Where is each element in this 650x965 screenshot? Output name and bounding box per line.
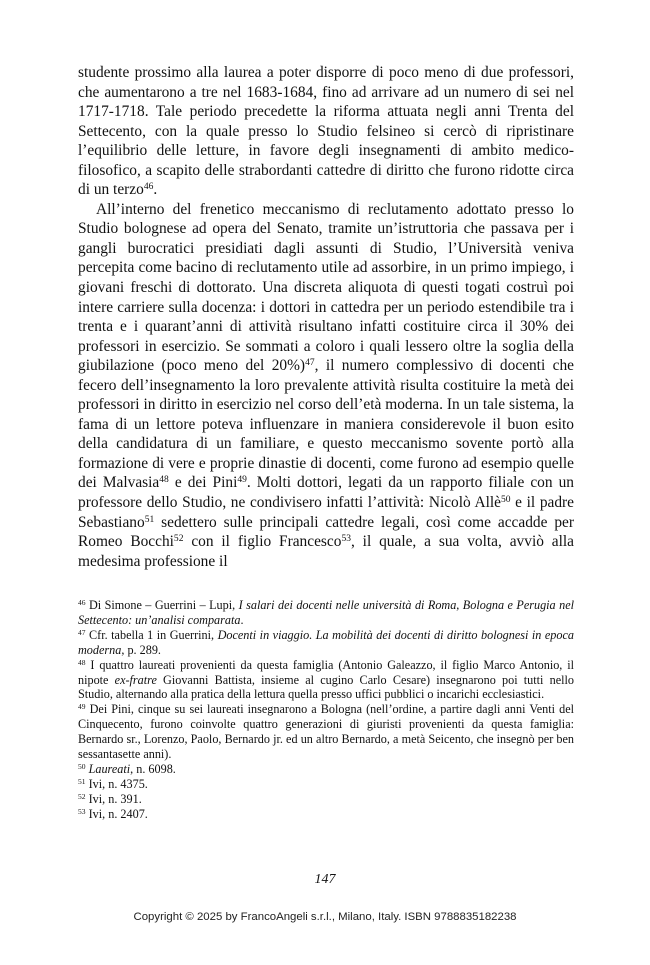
footnote-text: Di Simone – Guerrini – Lupi, (85, 598, 239, 612)
text-run: All’interno del frenetico meccanismo di reclutamento adottato presso lo Studio bolognese ad opera del Senato, tramite un’istruttoria che passava per i gangli burocratici presidiati dagli assunti di Studio, l’Università veniva percepita come bacino di reclutamento utile ad assorbire, in un primo impiego, i giovani freschi di dottorato. Una discreta aliquota di questi togati costruì poi intere carriere sulla docenza: i dottori in cattedra per un periodo estendibile tra i trenta e i quarant’anni di attività risultano infatti costituire circa il 30% dei professori in esercizio. Se sommati a coloro i quali lessero oltre la soglia della giubilazione (poco meno del 20%) (78, 200, 574, 375)
footnote-49 (78, 702, 574, 762)
text-run: sedettero sulle principali cattedre legali, così come accadde per Romeo Bocchi (78, 513, 574, 551)
text-run: . Molti dottori, legati da un rapporto filiale con un professore dello Studio, ne condivisero infatti l’attività: Nicolò Allè (78, 474, 574, 512)
text-run: con il figlio Francesco (183, 533, 342, 551)
footnote-ref[interactable]: 51 (144, 513, 155, 525)
footnote-title: Laureati (88, 761, 131, 776)
footnote-text: Ivi, n. 391. (85, 791, 142, 806)
footnote-number: 51 (78, 776, 86, 786)
text-run: studente prossimo alla laurea a poter disporre di poco meno di due professori, che aumentarono a tre nel 1683-1684, fino ad arrivare ad un numero di sei nel 1717-1718. Tale periodo precedette la riforma attuata negli anni Trenta del Settecento, con la quale presso lo Studio felsineo si cercò di ripristinare l’equilibrio delle letture, in favore degli insegnamenti di ambito medico-filosofico, a scapito delle strabordanti cattedre di diritto che furono ridotte circa di un terzo (78, 64, 574, 199)
footnote-number: 53 (78, 806, 86, 816)
footnote-ref[interactable]: 52 (173, 532, 184, 544)
footnote-48 (78, 658, 574, 703)
footnote-ref[interactable]: 49 (237, 474, 247, 486)
footnote-number: 47 (78, 627, 86, 637)
footnote-text: , n. 6098. (130, 761, 176, 776)
footnote-text: Dei Pini, cinque su sei laureati insegnarono a Bologna (nell’ordine, a partire dagli anni Venti del Cinquecento, furono coinvolte quattro generazioni di giuristi provenienti da questa famiglia: Bernardo sr., Lorenzo, Paolo, Bernardo jr. ed un altro Bernardo, a metà Seicento, che insegnò per ben sessantasette anni). (78, 702, 574, 762)
footnote-ref[interactable]: 53 (341, 532, 351, 544)
page-number: 147 (314, 872, 336, 887)
footnote-ref[interactable]: 48 (159, 474, 169, 486)
footnote-title: I salari dei docenti nelle università di Roma, Bologna e Perugia nel Settecento: un’analisi comparata (78, 598, 574, 627)
footnote-53 (78, 807, 574, 822)
footnote-ref[interactable]: 50 (501, 493, 511, 505)
footnote-52 (78, 792, 574, 807)
footnote-title: Docenti in viaggio. La mobilità dei docenti di diritto bolognesi in epoca moderna (78, 627, 574, 657)
footnote-text: Giovanni Battista, insieme al cugino Carlo Cesare) insegnarono poi tutti nello Studio, alternando alla pratica della lettura quella presso uffici pubblici o incarichi ecclesiastici. (78, 672, 574, 702)
paragraph (78, 200, 574, 571)
footnote-number: 48 (78, 657, 86, 667)
footnotes (78, 598, 574, 822)
copyright-notice: Copyright © 2025 by FrancoAngeli s.r.l., Milano, Italy. ISBN 9788835182238 (133, 911, 517, 923)
paragraph (78, 63, 574, 200)
footnote-ref[interactable]: 46 (143, 181, 154, 193)
footnote-ref[interactable]: 47 (305, 356, 315, 368)
text-run: e dei Pini (168, 474, 238, 492)
text-run: , il quale, a sua volta, avviò alla medesima professione il (78, 533, 574, 570)
footnote-47 (78, 628, 574, 658)
footnote-text: Ivi, n. 4375. (85, 776, 148, 791)
text-run: . (153, 181, 158, 199)
footnote-number: 52 (78, 791, 86, 801)
footnote-51 (78, 777, 574, 792)
text-run: , il numero complessivo di docenti che fecero dell’insegnamento la loro prevalente attività risulta costituire la metà dei professori in diritto in esercizio nel corso dell’età moderna. In un tale sistema, la fama di un lettore poteva influenzare in maniera considerevole il buon esito della candidatura di un familiare, e questo meccanismo sovente portò alla formazione di vere e proprie dinastie di docenti, come furono ad esempio quelle dei Malvasia (78, 357, 574, 492)
body-text (78, 63, 574, 571)
footnote-text: I quattro laureati provenienti da questa famiglia (Antonio Galeazzo, il figlio Marco Antonio, il nipote (78, 657, 574, 687)
footnote-text: Ivi, n. 2407. (85, 806, 148, 821)
footnote-italic: ex-fratre (114, 672, 157, 687)
footnote-text: . (240, 612, 244, 627)
footnote-number: 46 (78, 597, 86, 607)
footnote-text: Cfr. tabella 1 in Guerrini, (85, 627, 218, 642)
footnote-50 (78, 762, 574, 777)
footnote-46 (78, 598, 574, 628)
footnote-number: 50 (78, 761, 86, 771)
text-run: e il padre Sebastiano (78, 494, 574, 531)
footnote-text: , p. 289. (121, 642, 161, 657)
footnote-number: 49 (78, 702, 86, 712)
